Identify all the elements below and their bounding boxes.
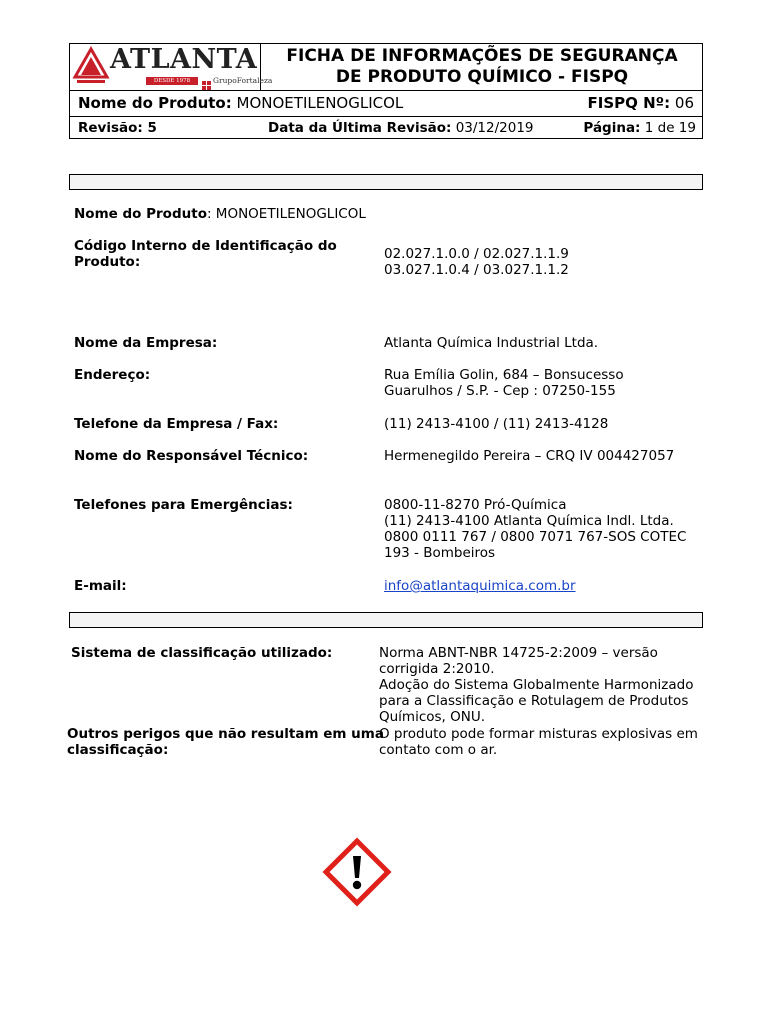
internal-code-label-line-1: Código Interno de Identificação do [74,238,337,254]
section-1-heading-bar [69,174,703,190]
tech-label: Nome do Responsável Técnico: [74,448,309,464]
document-title [261,46,703,88]
header-revision-row [70,116,702,140]
address-value [384,367,624,399]
last-revision-value: 03/12/2019 [455,120,534,136]
header-fispq-value: 06 [674,94,694,112]
internal-code-values [384,246,569,278]
emergency-line: (11) 2413-4100 Atlanta Química Indl. Ltda. [384,513,674,529]
page-label: Página: [583,120,641,136]
logo-emblem-icon [73,47,109,85]
other-hazards-label-line-2: classificação: [67,742,169,758]
other-hazards-label [67,726,384,758]
emergency-label: Telefones para Emergências: [74,497,293,513]
brand-name: ATLANTA [110,44,258,75]
classification-line: Adoção do Sistema Globalmente Harmonizado [379,677,694,693]
header-title-row [70,44,702,91]
email-link[interactable]: info@atlantaquimica.com.br [384,578,576,594]
classification-line: Norma ABNT-NBR 14725-2:2009 – versão [379,645,658,661]
company-logo [70,44,273,90]
section-2-heading-bar [69,612,703,628]
document-header [69,43,703,139]
emergency-line: 193 - Bombeiros [384,545,496,561]
last-revision-label: Data da Última Revisão: [268,120,452,136]
address-label: Endereço: [74,367,151,383]
emergency-values [384,497,686,561]
page-value: 1 de 19 [644,120,696,136]
other-hazards-value [379,726,698,758]
header-product-row [70,90,702,117]
header-fispq [588,94,695,112]
phone-value: (11) 2413-4100 / (11) 2413-4128 [384,416,609,432]
other-hazards-line: contato com o ar. [379,742,498,758]
internal-code-line-1: 02.027.1.0.0 / 02.027.1.1.9 [384,246,569,262]
company-value: Atlanta Química Industrial Ltda. [384,335,599,351]
header-product [78,94,403,112]
group-grid-icon [202,76,212,86]
brand-since: DESDE 1978 [146,77,198,85]
title-line-2: DE PRODUTO QUÍMICO - FISPQ [335,67,629,87]
header-page [583,120,696,136]
address-line-1: Rua Emília Golin, 684 – Bonsucesso [384,367,624,383]
classification-line: Químicos, ONU. [379,709,486,725]
exclamation-mark-pictogram-icon [323,838,391,906]
internal-code-label-line-2: Produto: [74,254,141,270]
classification-system-label: Sistema de classificação utilizado: [71,645,333,661]
email-label: E-mail: [74,578,127,594]
address-line-2: Guarulhos / S.P. - Cep : 07250-155 [384,383,616,399]
other-hazards-line: O produto pode formar misturas explosivas em [379,726,698,742]
company-label: Nome da Empresa: [74,335,218,351]
other-hazards-label-line-1: Outros perigos que não resultam em uma [67,726,384,742]
emergency-line: 0800 0111 767 / 0800 7071 767-SOS COTEC [384,529,687,545]
title-line-1: FICHA DE INFORMAÇÕES DE SEGURANÇA [286,46,678,66]
tech-value: Hermenegildo Pereira – CRQ IV 004427057 [384,448,675,464]
header-product-label: Nome do Produto: [78,94,232,112]
header-last-revision [268,120,534,136]
product-name [74,206,366,222]
header-product-value: MONOETILENOGLICOL [236,94,404,112]
emergency-line: 0800-11-8270 Pró-Química [384,497,567,513]
product-name-label: Nome do Produto [74,206,207,222]
classification-system-value [379,645,693,725]
phone-label: Telefone da Empresa / Fax: [74,416,279,432]
internal-code-line-2: 03.027.1.0.4 / 03.027.1.1.2 [384,262,569,278]
header-fispq-label: FISPQ Nº: [587,94,671,112]
classification-line: corrigida 2:2010. [379,661,495,677]
header-revision: Revisão: 5 [78,120,157,136]
brand-group: GrupoFortaleza [213,76,273,85]
classification-line: para a Classificação e Rotulagem de Produtos [379,693,689,709]
internal-code-label [74,238,337,270]
product-name-value: : MONOETILENOGLICOL [206,206,366,222]
